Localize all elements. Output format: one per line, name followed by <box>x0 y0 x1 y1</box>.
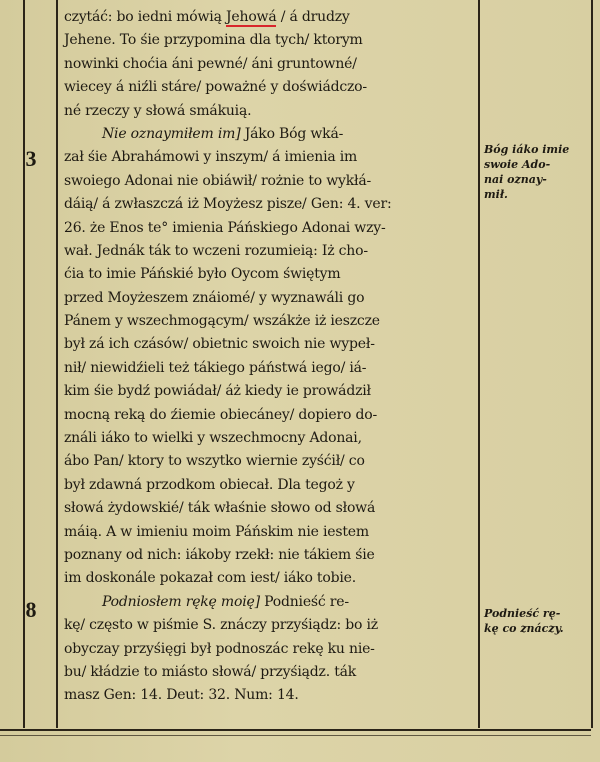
text-line: 26. że Enos te° imienia Páńskiego Adonai wzy- <box>64 219 386 236</box>
note-line: nai oznay- <box>484 173 547 186</box>
text-line: czytáć: bo iedni mówią Jehowá / á drudzy <box>64 9 350 25</box>
text-line: ćia to imie Páńskié było Oycom świętym <box>64 266 341 283</box>
text-line: wał. Jednák ták to wczeni rozumieią: Iż cho- <box>64 242 368 259</box>
text-line: poznany od nich: iákoby rzekł: nie tákiem śie <box>64 546 375 563</box>
verse-number-8: 8 <box>25 597 37 622</box>
text-line: bu/ kłádzie to miásto słowá/ przyśiądz. ták <box>64 663 357 680</box>
right-border-rule <box>591 0 593 728</box>
text-line: słowá żydowskié/ ták właśnie słowo od słowá <box>64 500 376 517</box>
text-line: masz Gen: 14. Deut: 32. Num: 14. <box>64 687 299 704</box>
text-line: kę/ często w piśmie S. znáczy przyśiądz: bo iż <box>64 617 378 634</box>
bottom-rule <box>0 729 591 731</box>
text-line: ználi iáko to wielki y wszechmocny Adonai, <box>64 430 362 447</box>
text-line: Jehene. To śie przypomina dla tych/ ktorym <box>64 32 363 49</box>
note-line: Bóg iáko imie <box>484 143 570 156</box>
text-line: nił/ niewidźieli też tákiego páństwá iego/ iá- <box>64 359 367 376</box>
text-line: kim śie bydź powiádał/ áż kiedy ie prowádził <box>64 383 371 400</box>
marginal-note-1 <box>484 142 588 202</box>
marginal-note-2 <box>484 606 588 636</box>
text-line: mocną reką do źiemie obiecáney/ dopiero do- <box>64 406 378 423</box>
lemma: Nie oznaymiłem im] <box>102 125 241 142</box>
text-line: obyczay przyśięgi był podnoszác rekę ku nie- <box>64 640 375 657</box>
note-line: Podnieść rę- <box>484 607 561 620</box>
verse-number-3: 3 <box>25 146 37 171</box>
text-line: był zá ich czásów/ obietnic swoich nie wypeł- <box>64 336 375 353</box>
text-line: swoiego Adonai nie obiáwił/ rożnie to wykłá- <box>64 172 372 189</box>
bottom-thin-rule <box>0 735 591 736</box>
text-line: przed Moyżeszem znáiomé/ y wyznawáli go <box>64 289 365 306</box>
lemma: Podniosłem rękę moię] <box>102 593 260 610</box>
text-line: nowinki choćia áni pewné/ áni gruntowné/ <box>64 55 357 72</box>
main-text-column <box>64 6 472 708</box>
text-line: wiecey á niźli stáre/ poważné y doświádczo- <box>64 79 367 96</box>
highlighted-word: Jehowá <box>226 9 277 25</box>
text-line: dáią/ á zwłaszczá iż Moyżesz pisze/ Gen: 4. ver: <box>64 196 392 213</box>
text-line: Podniosłem rękę moię] Podnieść re- <box>102 593 349 610</box>
margin-column-rule <box>478 0 480 728</box>
text-column-rule <box>56 0 58 728</box>
text-line: ábo Pan/ ktory to wszytko wiernie zyśćił/ co <box>64 453 365 470</box>
note-line: swoie Ado- <box>484 158 551 171</box>
text-line: Nie oznaymiłem im] Jáko Bóg wká- <box>102 125 344 142</box>
text-line: máią. A w imieniu moim Páńskim nie iestem <box>64 523 369 540</box>
text-line: był zdawná przodkom obiecał. Dla tegoż y <box>64 476 355 493</box>
note-line: mił. <box>484 188 508 201</box>
text-line: zał śie Abrahámowi y inszym/ á imienia im <box>64 149 358 166</box>
text-line: Pánem y wszechmogącym/ wszákże iż ieszcze <box>64 313 380 330</box>
note-line: kę co znáczy. <box>484 622 564 635</box>
text-line: im doskonále pokazał com iest/ iáko tobie. <box>64 570 356 587</box>
text-line: né rzeczy y słowá smákuią. <box>64 102 252 119</box>
